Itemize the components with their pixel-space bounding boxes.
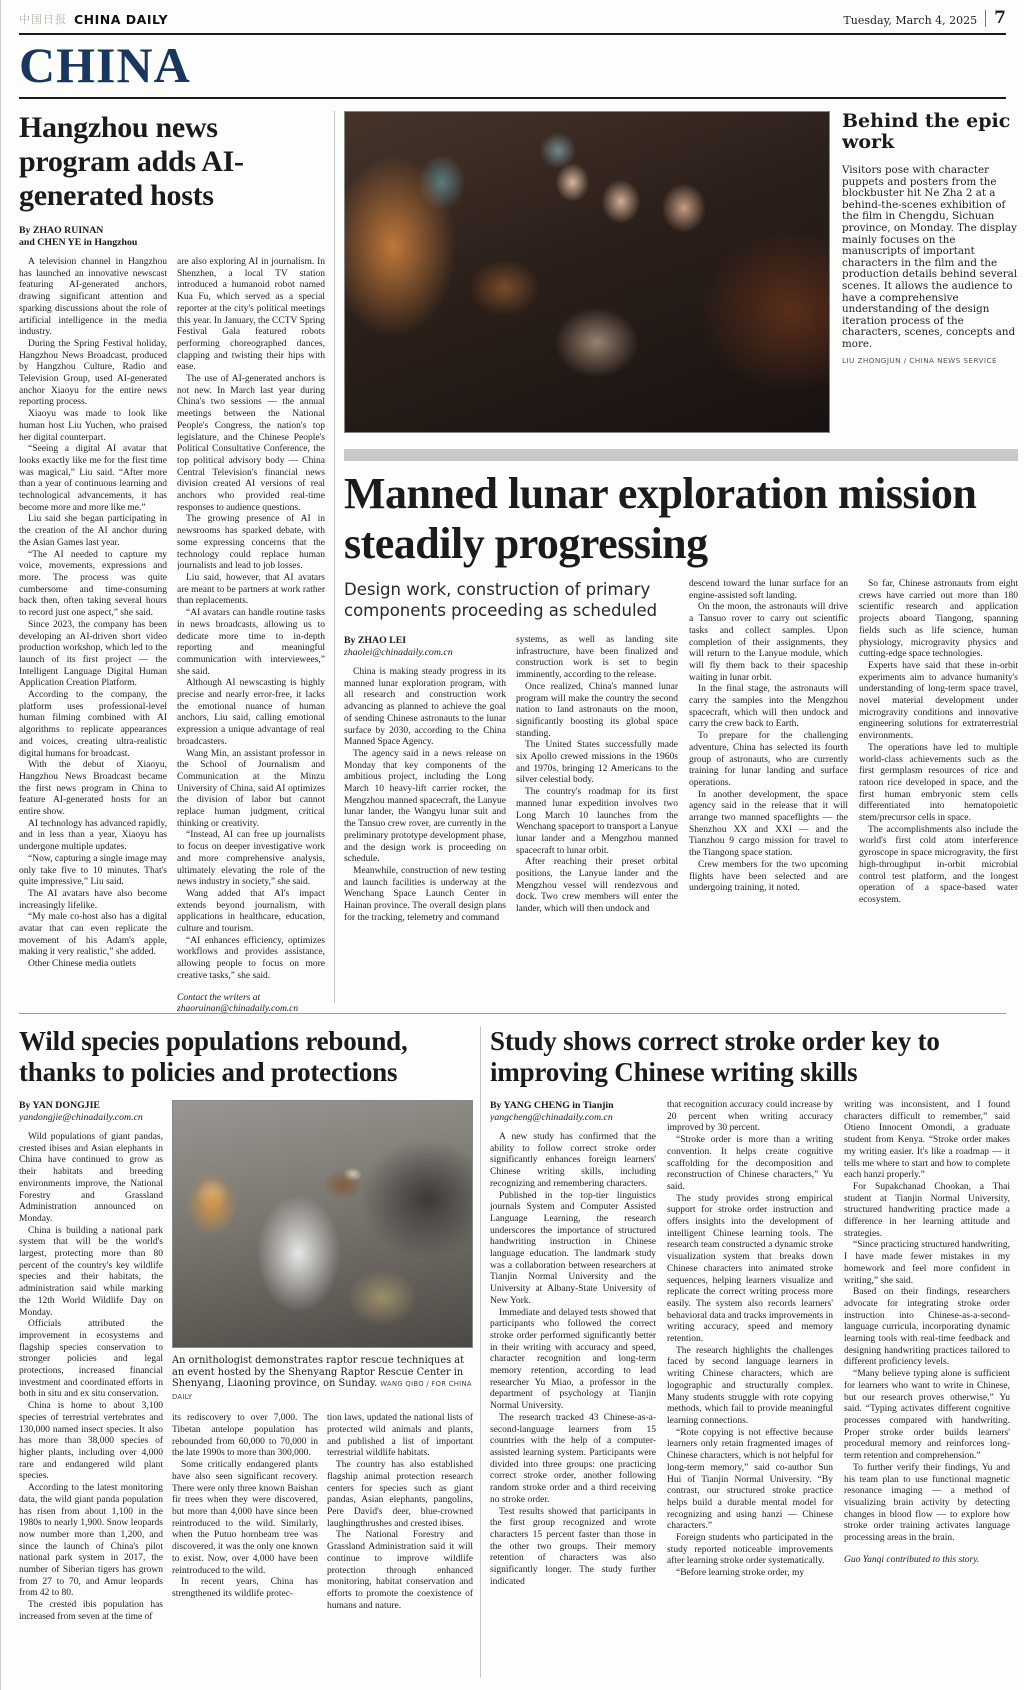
paragraph: “AI avatars can handle routine tasks in news broadcasts, allowing us to dedicate more time to in-depth reporting and meaningful communication with interviewees,” she said. [177, 608, 325, 677]
paragraph: “Many believe typing alone is sufficient for learners who want to write in Chinese, but our research proves otherwise,” Yu said. “Typing activates different cognitive processes compared with handwriting. Proper stroke order builds learners' procedural memory and reinforces long-term retention and comprehension.” [844, 1369, 1010, 1462]
article-ai-col1 [19, 257, 167, 1027]
lunar-col4 [859, 579, 1018, 1017]
paragraph: its rediscovery to over 7,000. The Tibetan antelope population has rebounded from 60,000 to 70,000 in the late 1990s to more than 300,000. [172, 1413, 318, 1459]
article-ai-hosts [19, 111, 325, 1015]
paragraph: The country has also established flagship animal protection research centers for species such as giant pandas, Asian elephants, pangolins, Pere David's deer, blue-crowned laughingthrushes and crested ibises. [327, 1460, 473, 1529]
paragraph: “Before learning stroke order, my [676, 1568, 805, 1579]
article-ai-columns [19, 257, 325, 1027]
paragraph: To prepare for the challenging adventure, China has selected its fourth group of astronauts, who are currently training for lunar landing and surface operations. [689, 731, 848, 788]
paragraph: “Since practicing structured handwriting, I have made fewer mistakes in my homework and feel more confident in writing,” she said. [844, 1240, 1010, 1286]
paragraph: “Now, capturing a single image may only take five to 10 minutes. That's quite impressive,” Liu said. [19, 853, 167, 888]
paragraph: Immediate and delayed tests showed that participants who followed the correct stroke order performed significantly better in their writing with accuracy and speed, character recognition and long-term memory retention, according to lead researcher Yu Miao, a professor in the department of psychology at Tianjin Normal University. [490, 1307, 656, 1412]
paragraph: After reaching their preset orbital positions, the Lanyue lander and the Mengzhou vessel will rendezvous and dock. Two crew members will enter the lander, which will then undock and [516, 857, 678, 915]
section-banner [19, 35, 1006, 99]
paragraph: Liu said she began participating in the creation of the AI anchor during the Asian Games last year. [19, 514, 167, 548]
paragraph: are also exploring AI in journalism. In Shenzhen, a local TV station introduced a humanoid robot named Kua Fu, which served as a special reporter at the city's political meetings this year. In January, the CCTV Spring Festival Gala featured robots performing choreographed dances, clapping and twisting their hips with ease. [177, 257, 325, 373]
article-stroke-byline [490, 1100, 656, 1124]
article-lunar-byline [344, 635, 506, 659]
sidebar-title: Behind the epic work [842, 110, 1011, 153]
lunar-col1-text [344, 667, 506, 924]
stroke-col3 [844, 1100, 1010, 1678]
paragraph: The use of AI-generated anchors is not new. In March last year during China's two sessions — the annual meetings between the National People's Congress, the nation's top legislature, and the Chinese People's Political Consultative Conference, the top political advisory body — China Central Television's financial news division created AI versions of real anchors who provided real-time responses to audience questions. [177, 374, 325, 513]
byline-author-2: and CHEN YE in Hangzhou [19, 237, 138, 248]
byline-email: yandongjie@chinadaily.com.cn [19, 1112, 143, 1123]
wildlife-subcolumns [172, 1413, 473, 1680]
wildlife-col2 [172, 1413, 318, 1680]
paragraph: Xiaoyu was made to look like human host Liu Yuchen, who praised her digital counterpart. [19, 409, 167, 443]
paragraph: According to the company, the platform uses professional-level human filming combined with AI algorithms to replicate appearances and voices, creating ultra-realistic digital humans for broadcast. [19, 690, 167, 759]
paragraph: Foreign students who participated in the study reported noticeable improvements after learning stroke order systematically. [667, 1533, 833, 1567]
page-number: 7 [985, 10, 1006, 27]
caption-credit: WANG QIBO / FOR CHINA DAILY [172, 1380, 472, 1401]
paragraph: Wang added that AI's impact extends beyond journalism, with applications in healthcare, education, culture and tourism. [177, 888, 325, 935]
paragraph: Some critically endangered plants have also seen significant recovery. There were only three known Baishan fir trees when they were discovered, but more than 4,000 have since been reintroduced to the wild. Similarly, when the Putuo hornbeam tree was discovered, it was the only one known to exist. Now, over 4,000 have been reintroduced to the wild. [172, 1460, 318, 1576]
bottom-section [19, 1026, 1010, 1678]
masthead [19, 10, 1006, 35]
paragraph: Published in the top-tier linguistics journals System and Computer Assisted Language Learning, the research underscores the importance of structured handwriting instruction in Chinese language education. The landmark study was a collaboration between researchers at Tianjin Normal University and the University at Albany-State University of New York. [490, 1190, 656, 1306]
wildlife-col3 [327, 1413, 473, 1680]
article-stroke-headline: Study shows correct stroke order key to improving Chinese writing skills [490, 1026, 940, 1087]
paragraph: The accomplishments also include the world's first cold atom interference gyroscope in space microgravity, the first high-throughput in-orbit microbial control test platform, and the longest operation of a space-based water ecosystem. [859, 824, 1018, 905]
paragraph: China is home to about 3,100 species of terrestrial vertebrates and 130,000 named insect species. It also has more than 38,000 species of higher plants, including over 4,000 rare and endangered wild plant species. [19, 1401, 163, 1482]
paragraph: To further verify their findings, Yu and his team plan to use functional magnetic resonance imaging — a method of visualizing brain activity by detecting changes in blood flow — to explore how stroke order training activates language processing areas in the brain. [844, 1462, 1010, 1544]
article-lunar-columns [344, 579, 1018, 1017]
paragraph: On the moon, the astronauts will drive a Tansuo rover to carry out scientific tasks and collect samples. Upon completion of their assignments, they will return to the Lanyue module, which will fly them back to their spaceship waiting in lunar orbit. [689, 602, 848, 683]
paragraph: “My male co-host also has a digital avatar that can even replicate the movement of his Adam's apple, making it very realistic,” she added. [19, 912, 167, 958]
lunar-col1 [344, 635, 506, 1005]
byline-author: By ZHAO LEI [344, 635, 407, 646]
photo-sidebar [842, 111, 1018, 433]
paragraph: The National Forestry and Grassland Administration said it will continue to improve wildlife protection through enhanced monitoring, habitat conservation and efforts to promote the coexistence of humans and nature. [327, 1530, 473, 1611]
vertical-divider [480, 1026, 481, 1678]
vertical-divider [334, 111, 335, 1003]
stroke-col3-text [844, 1100, 1010, 1545]
paragraph: The United States successfully made six Apollo crewed missions in the 1960s and 1970s, bringing 12 Americans to the silver celestial body. [516, 740, 678, 786]
paragraph: In the final stage, the astronauts will carry the samples into the Mengzhou spacecraft, which will then undock and carry the crew back to Earth. [689, 684, 848, 730]
paragraph: A new study has confirmed that the ability to follow correct stroke order significantly enhances foreign learners' Chinese writing skills, including recognizing and remembering characters. [490, 1132, 656, 1189]
issue-date: Tuesday, March 4, 2025 [843, 14, 978, 27]
section-title: CHINA [19, 37, 191, 93]
paragraph: The AI avatars have also become increasingly lifelike. [19, 888, 167, 911]
lunar-cols-1-2 [344, 635, 678, 1005]
photo-caption [172, 1355, 473, 1403]
logo-wordmark: CHINA DAILY [74, 11, 169, 27]
article-wildlife-byline [19, 1100, 163, 1124]
paragraph: Meanwhile, construction of new testing and launch facilities is underway at the Wenchang Space Launch Center in Hainan province. The overall design plans for the tracking, telemetry and command [344, 865, 506, 923]
raptor-rescue-photo [172, 1100, 473, 1348]
lunar-col3 [689, 579, 848, 1017]
paragraph: Test results showed that participants in the first group recognized and wrote characters 15 percent faster than those in the other two groups. Their memory retention of characters was also significantly longer. The study further indicated [490, 1506, 656, 1587]
paragraph: that recognition accuracy could increase by 20 percent when writing accuracy improved by 30 percent. [667, 1100, 833, 1134]
paragraph: With the debut of Xiaoyu, Hangzhou News Broadcast became the first news program in China to feature AI-generated hosts for an entire show. [19, 760, 167, 818]
paragraph: Wang Min, an assistant professor in the School of Journalism and Communication at the Minzu University of China, said AI optimizes the division of labor but cannot replace human judgment, critical thinking or creativity. [177, 748, 325, 829]
paragraph: descend toward the lunar surface for an engine-assisted soft landing. [689, 579, 848, 601]
paragraph: The operations have led to multiple world-class achievements such as the first germplasm resources of rice and ratoon rice developed in space, and the first human embryonic stem cells differentiated into hematopoietic stem/precursor cells in space. [859, 742, 1018, 824]
paragraph: Once realized, China's manned lunar program will make the country the second nation to land astronauts on the moon, significantly boosting its global space standing. [516, 681, 678, 739]
article-wildlife-columns [19, 1100, 471, 1680]
paragraph: China is making steady progress in its manned lunar exploration program, with all research and construction work advancing as planned to achieve the goal of sending Chinese astronauts to the lunar surface by 2030, according to the China Manned Space Agency. [344, 667, 506, 748]
byline-email: zhaolei@chinadaily.com.cn [344, 647, 453, 658]
article-lunar-headline: Manned lunar exploration mission steadily progressing [344, 469, 977, 568]
paragraph: Based on their findings, researchers advocate for integrating stroke order instruction into Chinese-as-a-second-language curricula, incorporating dynamic learning tools with real-time feedback and designing handwriting practices tailored to different proficiency levels. [844, 1287, 1010, 1368]
photo-row [344, 111, 1018, 433]
wildlife-photo-wrap [172, 1100, 473, 1680]
paragraph: Experts have said that these in-orbit experiments aim to advance humanity's understanding of long-term space travel, novel material development under microgravity conditions and innovative engineering solutions for extraterrestrial environments. [859, 660, 1018, 742]
exhibition-photo [344, 111, 830, 433]
paragraph: So far, Chinese astronauts from eight crews have carried out more than 180 scientific research and application projects aboard Tiangong, spanning fields such as life science, human physiology, microgravity physics and cutting-edge space technologies. [859, 579, 1018, 660]
paragraph: “Instead, AI can free up journalists to focus on deeper investigative work and more comprehensive analysis, ultimately elevating the role of the news industry in society,” she said. [177, 830, 325, 888]
paragraph: Liu said, however, that AI avatars are meant to be partners at work rather than replacements. [177, 572, 325, 607]
byline-author: By YAN DONGJIE [19, 1100, 100, 1111]
paragraph: tion laws, updated the national lists of protected wild animals and plants, and published a list of important terrestrial wildlife habitats. [327, 1413, 473, 1459]
paragraph: The research tracked 43 Chinese-as-a-second-language learners from 15 countries with the help of a computer-assisted learning system. Participants were divided into three groups: one practicing correct stroke order, another following random stroke order and a third receiving no stroke order. [490, 1412, 656, 1505]
china-daily-logo [19, 11, 168, 27]
paragraph: In recent years, China has strengthened its wildlife protec- [172, 1577, 318, 1599]
paragraph: The research highlights the challenges faced by second language learners in writing Chinese characters, which are logographic and structurally complex. Many students struggle with rote copying methods, which fail to provide meaningful learning connections. [667, 1345, 833, 1426]
paragraph: The growing presence of AI in newsrooms has sparked debate, with some expressing concerns that the technology could replace human journalists and lead to job losses. [177, 514, 325, 572]
byline-email: yangcheng@chinadaily.com.cn [490, 1112, 613, 1123]
paragraph: Other Chinese media outlets [28, 959, 136, 970]
contact-line: Contact the writers at zhaoruinan@chinadaily.com.cn [177, 992, 299, 1015]
article-wildlife [19, 1026, 471, 1678]
dateline [843, 10, 1006, 27]
paragraph: “Seeing a digital AI avatar that looks exactly like me for the first time was magical,” Liu said. “After more than a year of continuous learning and technological advancements, it has become more and more like me.” [19, 444, 167, 513]
paragraph: “Rote copying is not effective because learners only retain fragmented images of Chinese characters, which is not helpful for long-term memory,” said co-author Sun Hui of Tianjin Normal University. “By contrast, our structured stroke practice helps build a durable mental model for recognizing and using hanzi — Chinese characters.” [667, 1427, 833, 1532]
wildlife-col1-text [19, 1132, 163, 1624]
top-section [19, 110, 1018, 1015]
paragraph: writing was inconsistent, and I found characters difficult to remember,” said Otieno Innocent Omondi, a graduate student from Kenya. “Stroke order makes my writing easier. It's like a roadmap — it tells me where to start and how to complete each hanzi properly.” [844, 1100, 1010, 1181]
byline-author-1: By ZHAO RUINAN [19, 225, 104, 236]
photo-credit: LIU ZHONGJUN / CHINA NEWS SERVICE [842, 355, 997, 365]
wildlife-col1 [19, 1100, 163, 1680]
paragraph: For Supakchanad Chookan, a Thai student at Tianjin Normal University, structured handwriting practice made a difference in her learning attitude and strategies. [844, 1181, 1010, 1239]
article-ai-col2 [177, 257, 325, 1027]
paragraph: Crew members for the two upcoming flights have been selected and are undergoing training, it noted. [689, 859, 848, 894]
paragraph: The study provides strong empirical support for stroke order instruction and offers insights into the development of intelligent Chinese learning tools. The research team constructed a dynamic stroke visualization system that breaks down Chinese characters into animated stroke sequences, helping learners visualize and replicate the correct writing process more easily. The system also records learners' behavioral data and tracks improvements in writing accuracy, speed and memory retention. [667, 1193, 833, 1345]
paragraph: The crested ibis population has increased from seven at the time of [19, 1600, 163, 1622]
lunar-left-wrap [344, 579, 678, 1017]
byline-author: By YANG CHENG in Tianjin [490, 1100, 614, 1111]
paragraph: In another development, the space agency said in the release that it will arrange two manned spaceflights — the Shenzhou XX and XXI — and the Tianzhou 9 cargo mission for travel to the Tiangong space station. [689, 789, 848, 859]
top-right-section [344, 111, 1018, 1003]
kicker-bar [344, 449, 1018, 461]
lunar-col2 [516, 635, 678, 1005]
caption-text: An ornithologist demonstrates raptor rescue techniques at an event hosted by the Shenyang Raptor Rescue Center in Shenyang, Liaoning province, on Sunday. [172, 1355, 465, 1390]
paragraph: “The AI needed to capture my voice, movements, expressions and more. The process was quite cumbersome and time-consuming back then, often taking several hours to record just one aspect,” she said. [19, 549, 167, 619]
paragraph: Wild populations of giant pandas, crested ibises and Asian elephants in China have continued to grow as their habitats and breeding environments improve, the National Forestry and Grassland Administration announced on Monday. [19, 1132, 163, 1224]
article-wildlife-headline: Wild species populations rebound, thanks to policies and protections [19, 1026, 408, 1087]
paragraph: China is building a national park system that will be the world's largest, protecting more than 80 percent of the country's key wildlife species and their habitats, the administration said while marking the 12th World Wildlife Day on Monday. [19, 1225, 163, 1318]
paragraph: The country's roadmap for its first manned lunar expedition involves two Long March 10 launches from the Wenchang spaceport to transport a Lanyue lunar lander and a Mengzhou manned spacecraft to lunar orbit. [516, 787, 678, 856]
article-ai-byline [19, 225, 325, 249]
article-ai-col2-text [177, 257, 325, 983]
paragraph: “Stroke order is more than a writing convention. It helps create cognitive scaffolding for the decomposition and reconstruction of Chinese characters,” Yu said. [667, 1135, 833, 1192]
logo-chinese-text: 中国日报 [19, 13, 67, 26]
paragraph: “AI enhances efficiency, optimizes workflows and provides assistance, allowing people to focus on more creative tasks,” she said. [177, 935, 325, 981]
contributor-line: Guo Yanqi contributed to this story. [844, 1554, 980, 1565]
article-ai-headline: Hangzhou news program adds AI-generated hosts [19, 111, 244, 212]
article-stroke-order [490, 1026, 1010, 1678]
article-lunar-deck: Design work, construction of primary components proceeding as scheduled [344, 580, 658, 620]
paragraph: Officials attributed the improvement in ecosystems and flagship species conservation to stronger policies and legal protections, increased financial investment and coordinated efforts in both in situ and ex situ conservation. [19, 1319, 163, 1400]
paragraph: During the Spring Festival holiday, Hangzhou News Broadcast, produced by Hangzhou Culture, Radio and Television Group, used AI-generated anchor Xiaoyu for the entire news reporting process. [19, 338, 167, 408]
paragraph: According to the latest monitoring data, the wild giant panda population has risen from about 1,100 in the 1980s to nearly 1,900. Snow leopards now number more than 1,200, and since the launch of China's pilot national park system in 2017, the number of Siberian tigers has grown from 27 to 70, and Amur leopards from 42 to 80. [19, 1483, 163, 1599]
article-lunar [344, 433, 1018, 1017]
sidebar-caption: Visitors pose with character puppets and posters from the blockbuster hit Ne Zha 2 at a behind-the-scenes exhibition of the film in Chengdu, Sichuan province, on Monday. The display mainly focuses on the manuscripts of important characters in the film and the production details behind several scenes. It allows the audience to have a comprehensive understanding of the design iteration process of the characters, scenes, concepts and more. [842, 164, 1018, 350]
paragraph: AI technology has advanced rapidly, and in less than a year, Xiaoyu has undergone multiple updates. [19, 818, 167, 853]
paragraph: systems, as well as landing site infrastructure, have been finalized and construction work is set to begin imminently, according to the release. [516, 635, 678, 681]
stroke-col1-text [490, 1132, 656, 1588]
paragraph: Since 2023, the company has been developing an AI-driven short video production workshop, which led to the launch of its first project — the Intelligent Language Digital Human Application Creation Platform. [19, 619, 167, 689]
paragraph: Although AI newscasting is highly precise and nearly error-free, it lacks the emotional nuance of human anchors, Liu said, calling emotional expression a unique advantage of real broadcasters. [177, 678, 325, 747]
article-stroke-columns [490, 1100, 1010, 1678]
paragraph: A television channel in Hangzhou has launched an innovative newscast featuring AI-generated anchors, drawing significant attention and sparking discussions about the role of artificial intelligence in the media industry. [19, 257, 167, 338]
stroke-col2 [667, 1100, 833, 1678]
stroke-col1 [490, 1100, 656, 1678]
paragraph: The agency said in a news release on Monday that key components of the ambitious project, including the Long March 10 heavy-lift carrier rocket, the Mengzhou manned spacecraft, the Lanyue lunar lander, the Wangyu lunar suit and the Tansuo crew rover, are currently in the preliminary prototype development phase, and the design work is proceeding on schedule. [344, 748, 506, 865]
